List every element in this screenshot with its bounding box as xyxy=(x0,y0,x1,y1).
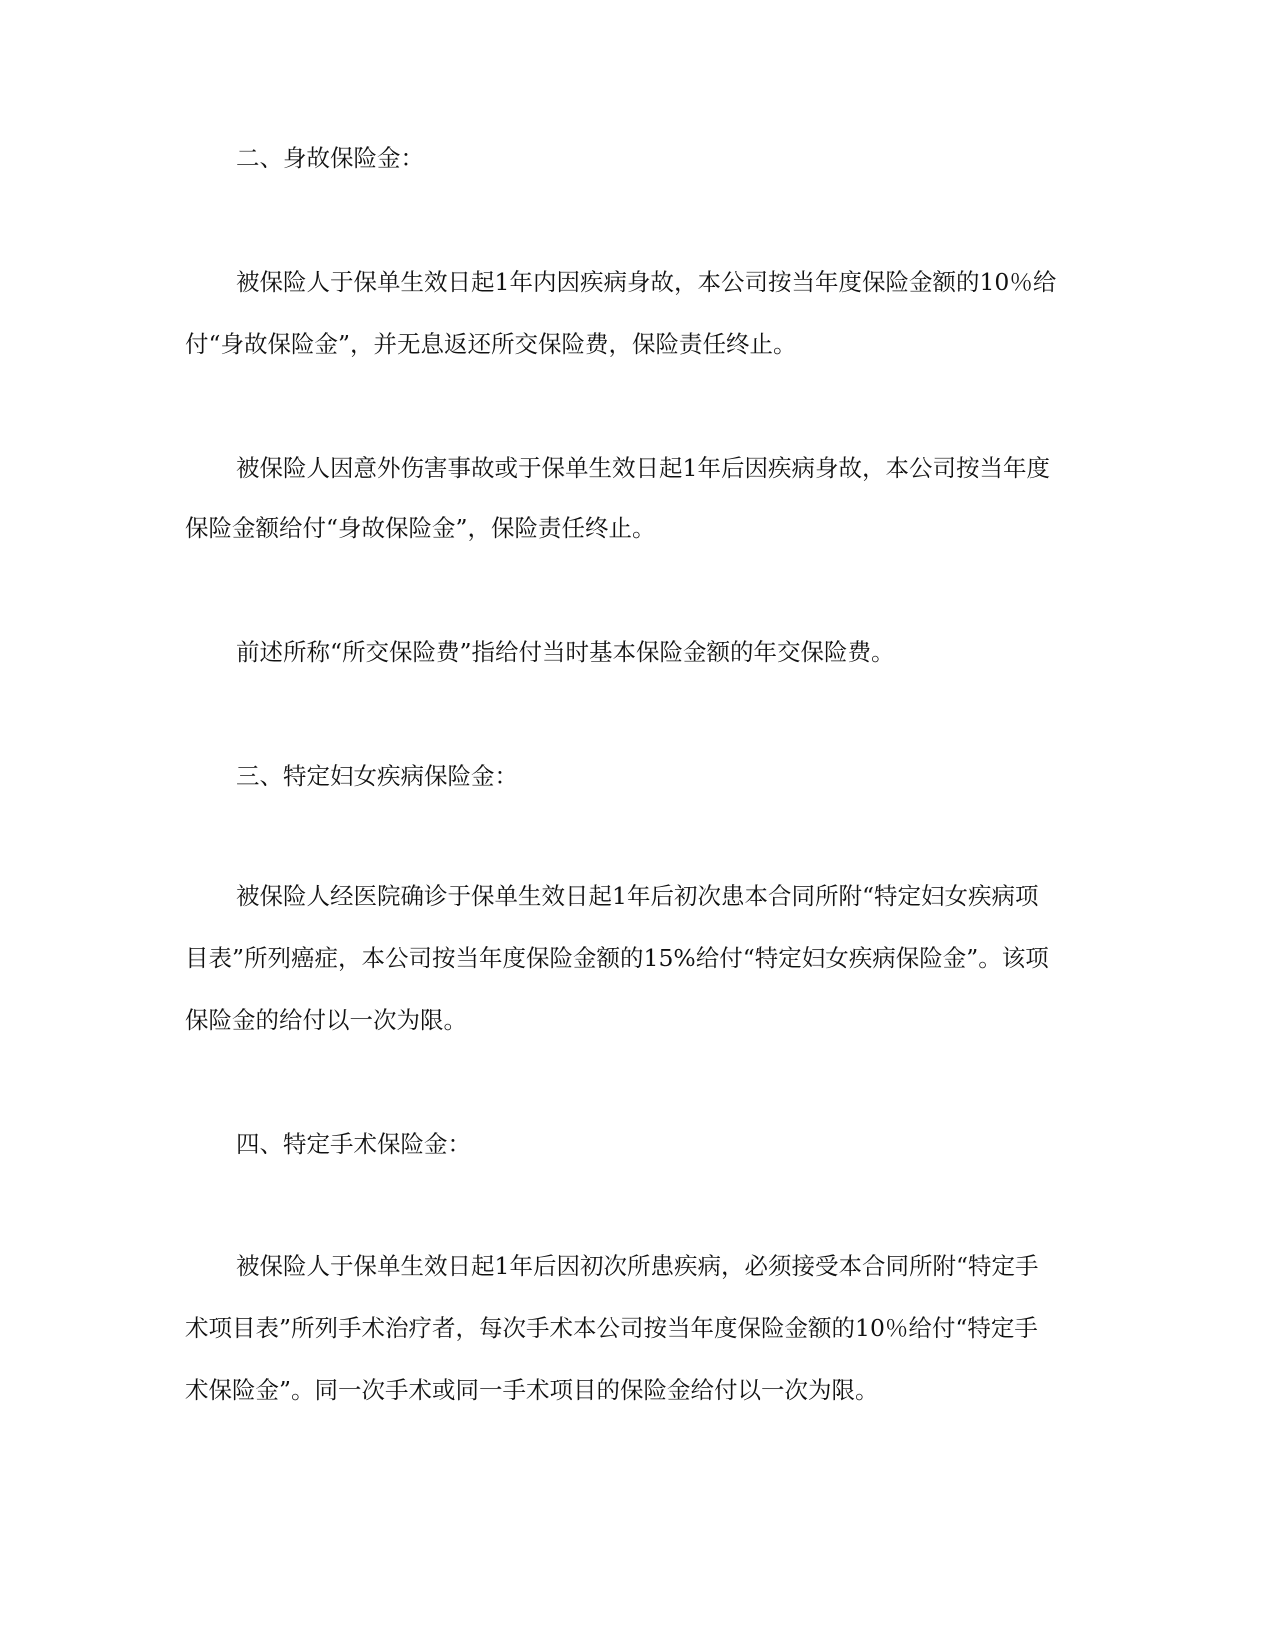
paragraph-line: 保险金的给付以一次为限。 xyxy=(185,1006,467,1034)
paragraph-line: 术项目表”所列手术治疗者，每次手术本公司按当年度保险金额的10％给付“特定手 xyxy=(185,1314,1038,1342)
paragraph-line: 被保险人于保单生效日起1年内因疾病身故，本公司按当年度保险金额的10％给 xyxy=(236,268,1057,296)
section-heading-surgery-benefit: 四、特定手术保险金： xyxy=(236,1130,471,1158)
paragraph-line: 前述所称“所交保险费”指给付当时基本保险金额的年交保险费。 xyxy=(236,638,895,666)
paragraph-line: 保险金额给付“身故保险金”，保险责任终止。 xyxy=(185,514,656,542)
paragraph-line: 目表”所列癌症，本公司按当年度保险金额的15%给付“特定妇女疾病保险金”。该项 xyxy=(185,944,1049,972)
paragraph-line: 被保险人于保单生效日起1年后因初次所患疾病，必须接受本合同所附“特定手 xyxy=(236,1252,1039,1280)
section-heading-female-disease-benefit: 三、特定妇女疾病保险金： xyxy=(236,762,518,790)
paragraph-line: 被保险人因意外伤害事故或于保单生效日起1年后因疾病身故，本公司按当年度 xyxy=(236,454,1050,482)
paragraph-line: 付“身故保险金”，并无息返还所交保险费，保险责任终止。 xyxy=(185,330,797,358)
section-heading-death-benefit: 二、身故保险金： xyxy=(236,144,424,172)
paragraph-line: 术保险金”。同一次手术或同一手术项目的保险金给付以一次为限。 xyxy=(185,1376,879,1404)
paragraph-line: 被保险人经医院确诊于保单生效日起1年后初次患本合同所附“特定妇女疾病项 xyxy=(236,882,1039,910)
